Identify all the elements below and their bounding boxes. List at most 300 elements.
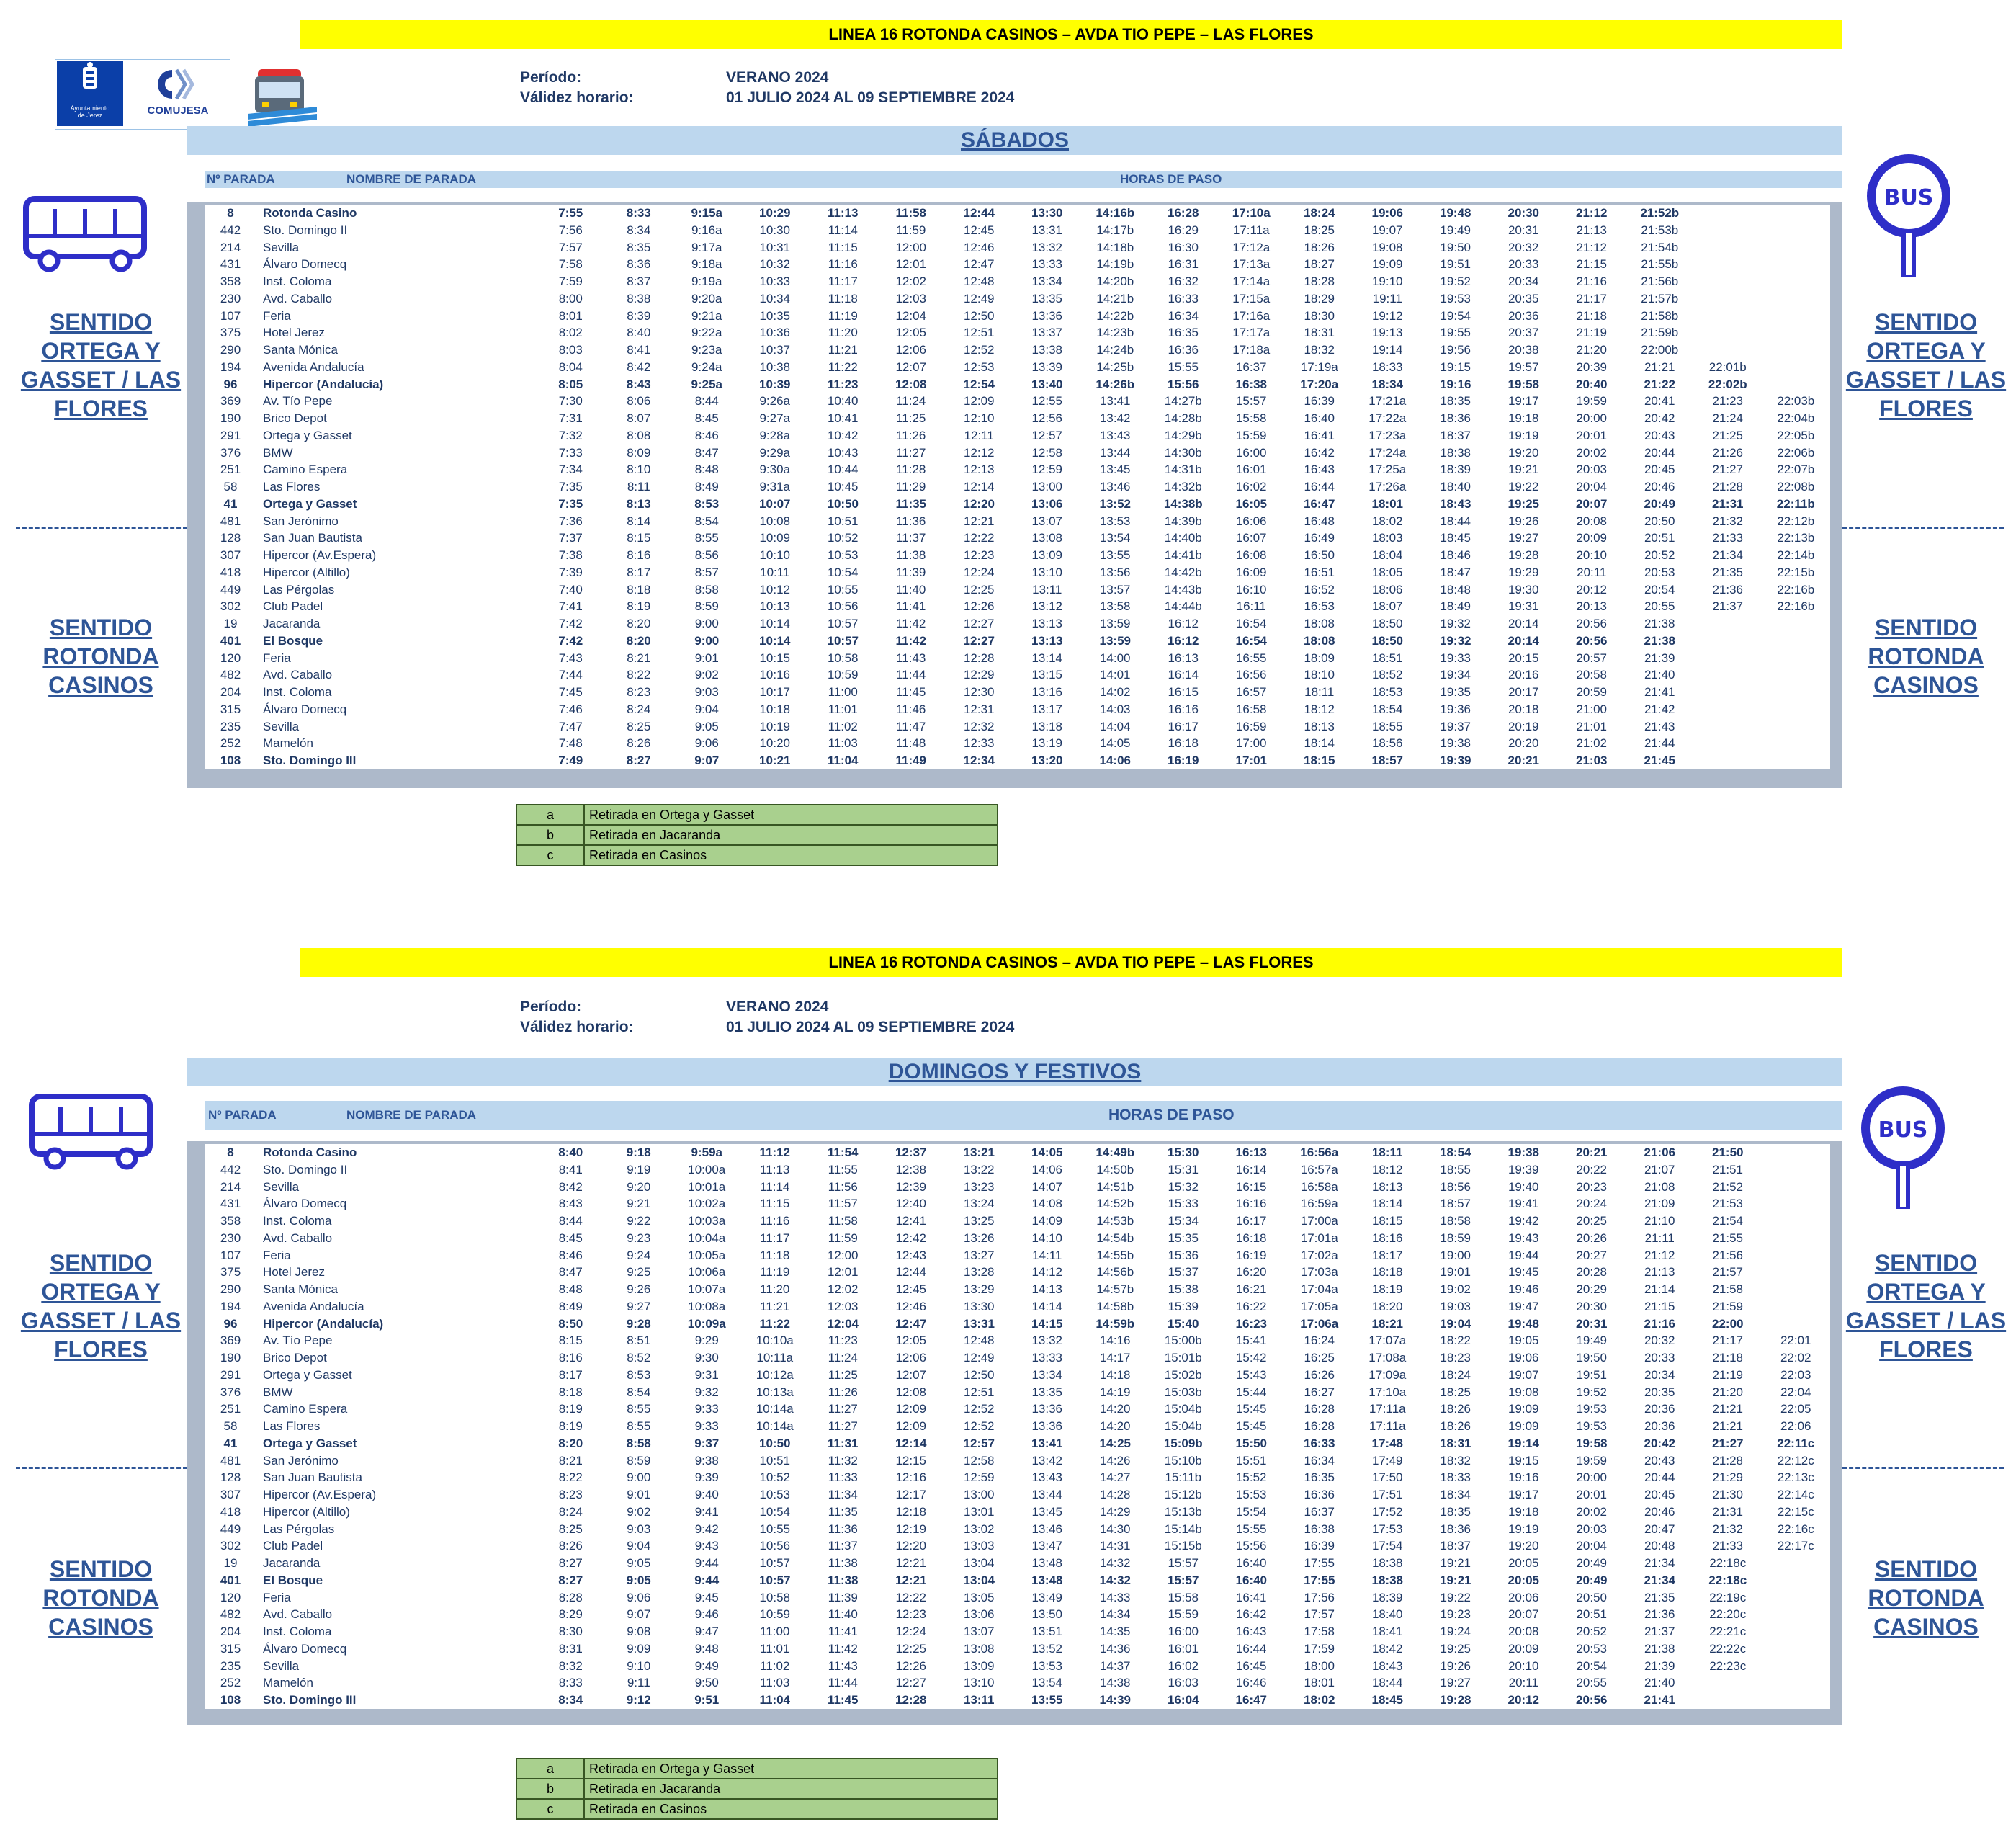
departure-time: 8:26 xyxy=(627,736,651,751)
timetable-row xyxy=(205,1332,1830,1349)
departure-time: 21:23 xyxy=(1712,394,1744,408)
stop-name: San Jerónimo xyxy=(263,514,339,528)
departure-time: 15:39 xyxy=(1168,1299,1199,1313)
legend-key: c xyxy=(516,1799,584,1819)
departure-time: 17:10a xyxy=(1232,206,1271,220)
departure-time: 19:32 xyxy=(1440,633,1471,648)
departure-time: 20:32 xyxy=(1507,240,1539,254)
departure-time: 17:00 xyxy=(1235,736,1267,751)
departure-time: 17:11a xyxy=(1368,1402,1406,1416)
departure-time xyxy=(1694,718,1762,736)
departure-time: 15:36 xyxy=(1168,1248,1199,1262)
departure-time: 16:03 xyxy=(1168,1676,1199,1690)
departure-time: 11:31 xyxy=(827,1436,859,1450)
departure-time: 20:00 xyxy=(1576,1470,1608,1485)
departure-time: 11:29 xyxy=(896,480,926,494)
departure-time: 13:45 xyxy=(1099,463,1131,477)
departure-time: 20:11 xyxy=(1577,565,1607,579)
departure-time: 16:36 xyxy=(1304,1488,1335,1501)
departure-time: 12:07 xyxy=(895,1367,927,1382)
departure-time: 8:17 xyxy=(627,565,651,579)
departure-time: 21:13 xyxy=(1576,223,1608,237)
sentido-line: SENTIDO xyxy=(49,309,153,335)
departure-time: 13:13 xyxy=(1031,617,1063,630)
departure-time: 15:57 xyxy=(1168,1556,1199,1570)
departure-time: 18:38 xyxy=(1371,1556,1403,1570)
departure-time: 14:34 xyxy=(1099,1607,1131,1622)
departure-time: 19:26 xyxy=(1507,514,1539,528)
departure-time: 12:25 xyxy=(895,1641,927,1656)
departure-time: 11:38 xyxy=(896,548,926,562)
departure-time: 13:15 xyxy=(1031,668,1063,682)
departure-time: 13:36 xyxy=(1031,308,1063,323)
departure-time: 18:37 xyxy=(1440,428,1471,442)
departure-time: 14:19 xyxy=(1099,1385,1131,1399)
departure-time: 10:20 xyxy=(759,736,791,751)
departure-time: 13:49 xyxy=(1031,1590,1063,1604)
departure-time: 12:23 xyxy=(963,548,995,562)
departure-time: 9:10 xyxy=(627,1658,651,1673)
departure-time: 10:34 xyxy=(759,291,791,305)
departure-time: 20:45 xyxy=(1644,463,1675,477)
departure-time: 10:35 xyxy=(759,308,791,323)
departure-time: 8:26 xyxy=(558,1539,583,1553)
departure-time: 16:45 xyxy=(1235,1658,1267,1673)
departure-time: 21:16 xyxy=(1576,274,1608,288)
departure-time: 18:01 xyxy=(1304,1676,1335,1690)
departure-time: 7:57 xyxy=(558,240,583,254)
departure-time: 11:12 xyxy=(759,1145,791,1159)
departure-time: 10:58 xyxy=(759,1590,791,1604)
departure-time: 20:13 xyxy=(1576,599,1608,614)
departure-time: 20:07 xyxy=(1507,1607,1539,1622)
departure-time: 8:52 xyxy=(627,1351,651,1365)
departure-time: 8:34 xyxy=(627,223,651,237)
departure-time xyxy=(1762,205,1830,222)
departure-time: 21:21 xyxy=(1712,1419,1744,1433)
departure-time: 19:50 xyxy=(1440,240,1471,254)
departure-time: 16:01 xyxy=(1168,1641,1199,1656)
departure-time: 8:44 xyxy=(694,394,719,408)
departure-time: 13:44 xyxy=(1099,445,1131,460)
departure-time: 13:24 xyxy=(963,1197,995,1211)
departure-time: 16:35 xyxy=(1168,326,1199,340)
departure-time: 20:09 xyxy=(1576,531,1608,545)
departure-time: 21:50 xyxy=(1712,1145,1744,1159)
departure-time: 19:43 xyxy=(1507,1231,1539,1245)
departure-time: 15:32 xyxy=(1168,1179,1199,1194)
stop-name: Brico Depot xyxy=(263,1351,327,1365)
departure-time: 20:14 xyxy=(1507,617,1539,630)
departure-time: 17:55 xyxy=(1304,1573,1335,1587)
departure-time: 19:26 xyxy=(1440,1658,1471,1673)
departure-time: 15:01b xyxy=(1164,1351,1202,1365)
stop-number: 442 xyxy=(220,223,241,237)
departure-time: 13:31 xyxy=(1031,223,1063,237)
departure-time: 20:50 xyxy=(1644,514,1675,528)
departure-time: 7:56 xyxy=(558,223,583,237)
departure-time: 7:46 xyxy=(558,702,583,716)
timetable-row xyxy=(205,393,1830,410)
departure-time: 8:04 xyxy=(558,359,583,374)
departure-time: 16:33 xyxy=(1304,1436,1335,1450)
departure-time: 22:11c xyxy=(1777,1436,1815,1450)
departure-time: 10:54 xyxy=(759,1504,791,1519)
departure-time: 14:05 xyxy=(1099,736,1131,751)
departure-time: 13:43 xyxy=(1099,428,1131,442)
timetable-row xyxy=(205,205,1830,222)
departure-time: 16:40 xyxy=(1304,411,1335,425)
stop-name: Álvaro Domecq xyxy=(263,702,347,716)
comujesa-logo xyxy=(135,64,221,126)
timetable-row xyxy=(205,239,1830,256)
departure-time xyxy=(1762,1316,1830,1333)
stop-number: 214 xyxy=(220,1179,241,1194)
departure-time: 11:00 xyxy=(760,1625,790,1638)
departure-time: 8:19 xyxy=(558,1419,583,1433)
departure-time: 17:17a xyxy=(1232,326,1271,340)
departure-time: 16:19 xyxy=(1235,1248,1267,1262)
departure-time: 15:57 xyxy=(1168,1573,1199,1587)
departure-time xyxy=(1762,359,1830,376)
stop-name: Avenida Andalucía xyxy=(263,359,364,374)
departure-time: 12:38 xyxy=(895,1162,927,1176)
departure-time: 14:18 xyxy=(1099,1367,1131,1382)
legend-text: Retirada en Ortega y Gasset xyxy=(584,805,998,825)
departure-time: 14:41b xyxy=(1164,548,1202,562)
stop-number: 235 xyxy=(220,1658,241,1673)
departure-time: 13:41 xyxy=(1031,1436,1063,1450)
departure-time: 8:16 xyxy=(627,548,651,562)
departure-time: 19:52 xyxy=(1576,1385,1608,1399)
departure-time: 18:33 xyxy=(1371,359,1403,374)
departure-time: 16:46 xyxy=(1235,1676,1267,1690)
departure-time: 11:47 xyxy=(896,719,926,733)
departure-time: 16:29 xyxy=(1168,223,1199,237)
departure-time: 10:43 xyxy=(827,445,859,460)
validity-label: Válidez horario: xyxy=(520,1019,634,1035)
departure-time: 8:40 xyxy=(558,1145,583,1159)
departure-time: 22:00b xyxy=(1641,343,1679,357)
departure-time: 11:55 xyxy=(828,1162,858,1176)
departure-time: 20:53 xyxy=(1644,565,1675,579)
departure-time: 22:17c xyxy=(1777,1539,1814,1553)
departure-time: 18:22 xyxy=(1440,1334,1471,1348)
departure-time: 18:32 xyxy=(1440,1453,1471,1468)
departure-time: 11:37 xyxy=(828,1539,858,1553)
departure-time: 18:31 xyxy=(1440,1436,1471,1450)
sentido-ortega-left xyxy=(14,1249,187,1364)
stop-number: 315 xyxy=(220,1641,241,1656)
departure-time: 8:32 xyxy=(558,1658,583,1673)
departure-time: 8:48 xyxy=(558,1282,583,1296)
departure-time: 16:13 xyxy=(1168,651,1199,665)
departure-time: 8:59 xyxy=(627,1453,651,1468)
stop-number: 449 xyxy=(220,582,241,597)
stop-name: Álvaro Domecq xyxy=(263,1197,347,1211)
departure-time: 10:45 xyxy=(827,480,859,494)
stop-number: 230 xyxy=(220,1231,241,1245)
stop-name: Hotel Jerez xyxy=(263,1265,325,1279)
departure-time: 9:23a xyxy=(691,343,722,357)
departure-time: 9:00 xyxy=(694,633,720,648)
departure-time: 8:53 xyxy=(694,496,720,511)
departure-time: 22:14b xyxy=(1777,548,1815,562)
departure-time: 18:50 xyxy=(1371,633,1403,648)
departure-time: 15:04b xyxy=(1164,1419,1202,1433)
legend-text: Retirada en Jacaranda xyxy=(584,825,998,845)
timetable-row xyxy=(205,1264,1830,1281)
departure-time: 19:25 xyxy=(1507,496,1539,511)
departure-time: 13:29 xyxy=(963,1282,995,1296)
departure-time: 10:39 xyxy=(759,377,791,391)
departure-time: 8:35 xyxy=(627,240,651,254)
departure-time: 22:20c xyxy=(1709,1607,1747,1622)
departure-time: 13:11 xyxy=(1032,582,1062,597)
departure-time: 21:44 xyxy=(1644,736,1675,751)
departure-time: 14:00 xyxy=(1099,651,1131,665)
departure-time xyxy=(1762,1161,1830,1179)
departure-time: 14:55b xyxy=(1096,1248,1134,1262)
bus-icon-left xyxy=(27,1092,154,1171)
stop-name: Ortega y Gasset xyxy=(263,428,352,442)
departure-time: 11:16 xyxy=(760,1214,790,1228)
departure-time: 13:48 xyxy=(1031,1556,1063,1570)
stop-name: Sevilla xyxy=(263,1658,300,1673)
departure-time: 16:54 xyxy=(1235,633,1267,648)
stop-number: 235 xyxy=(220,719,241,733)
departure-time: 13:54 xyxy=(1031,1676,1063,1690)
stop-number: 291 xyxy=(220,1367,241,1382)
departure-time: 7:43 xyxy=(558,651,583,665)
departure-time xyxy=(1694,222,1762,239)
departure-time: 11:23 xyxy=(828,1334,858,1348)
departure-time: 8:33 xyxy=(558,1676,583,1690)
departure-time: 9:02 xyxy=(694,668,719,682)
departure-time: 11:57 xyxy=(828,1197,858,1211)
departure-time: 11:28 xyxy=(896,463,926,477)
departure-time: 12:49 xyxy=(963,1351,995,1365)
departure-time xyxy=(1694,684,1762,701)
departure-time xyxy=(1762,666,1830,684)
departure-time: 17:58 xyxy=(1304,1625,1335,1638)
timetable-row xyxy=(205,1144,1830,1161)
departure-time: 17:59 xyxy=(1304,1641,1335,1656)
departure-time: 13:32 xyxy=(1031,240,1063,254)
departure-time: 14:38 xyxy=(1099,1676,1131,1690)
departure-time: 15:34 xyxy=(1168,1214,1199,1228)
departure-time: 19:20 xyxy=(1507,445,1539,460)
departure-time: 10:42 xyxy=(827,428,859,442)
departure-time: 12:50 xyxy=(963,308,995,323)
departure-time: 10:12 xyxy=(759,582,791,597)
departure-time: 12:21 xyxy=(895,1556,927,1570)
timetable-row xyxy=(205,1623,1830,1640)
timetable-row xyxy=(205,1674,1830,1692)
departure-time: 16:24 xyxy=(1304,1334,1335,1348)
departure-time: 14:26b xyxy=(1096,377,1135,391)
departure-time: 7:59 xyxy=(558,274,583,288)
timetable-row xyxy=(205,341,1830,359)
departure-time: 21:16 xyxy=(1644,1316,1675,1331)
departure-time: 16:00 xyxy=(1235,445,1267,460)
departure-time: 12:55 xyxy=(1031,394,1063,408)
departure-time: 9:05 xyxy=(627,1556,651,1570)
departure-time: 17:21a xyxy=(1368,394,1407,408)
departure-time: 22:04 xyxy=(1780,1385,1811,1399)
departure-time: 16:02 xyxy=(1168,1658,1199,1673)
departure-time: 16:05 xyxy=(1235,496,1267,511)
sentido-line: SENTIDO xyxy=(49,1250,153,1276)
departure-time: 8:45 xyxy=(558,1231,583,1245)
timetable-row xyxy=(205,1247,1830,1264)
departure-time: 8:47 xyxy=(694,445,719,460)
departure-time: 16:31 xyxy=(1168,257,1199,272)
timetable-row xyxy=(205,615,1830,633)
departure-time: 11:27 xyxy=(896,445,926,460)
departure-time: 11:48 xyxy=(896,736,926,751)
stop-name: San Juan Bautista xyxy=(263,1470,362,1485)
departure-time: 19:04 xyxy=(1440,1316,1471,1331)
departure-time: 18:03 xyxy=(1371,531,1403,545)
departure-time: 7:44 xyxy=(558,668,583,682)
sentido-line: GASSET / LAS xyxy=(20,367,182,393)
departure-time: 18:21 xyxy=(1371,1316,1403,1331)
departure-time: 15:31 xyxy=(1168,1162,1199,1176)
departure-time: 12:13 xyxy=(963,463,995,477)
departure-time: 13:09 xyxy=(963,1658,995,1673)
departure-time: 9:19a xyxy=(691,274,722,288)
timetable-row xyxy=(205,1589,1830,1607)
departure-time: 12:05 xyxy=(895,1334,927,1348)
departure-time: 7:47 xyxy=(558,719,583,733)
stop-name: Sto. Domingo III xyxy=(263,1693,357,1707)
departure-time: 9:05 xyxy=(694,719,719,733)
departure-time: 18:36 xyxy=(1440,411,1471,425)
departure-time: 10:50 xyxy=(759,1436,791,1450)
bus-sign-text: BUS xyxy=(1878,1117,1928,1143)
departure-time: 9:17a xyxy=(691,240,722,254)
departure-time: 12:33 xyxy=(963,736,995,751)
departure-time: 13:09 xyxy=(1031,548,1063,562)
departure-time: 22:01 xyxy=(1780,1334,1811,1348)
departure-time: 15:33 xyxy=(1168,1197,1199,1211)
direction-divider-right xyxy=(1842,527,2004,529)
departure-time: 20:16 xyxy=(1507,668,1539,682)
departure-time: 9:20 xyxy=(627,1179,651,1194)
departure-time: 21:51 xyxy=(1712,1162,1744,1176)
departure-time: 19:49 xyxy=(1576,1334,1608,1348)
departure-time: 8:58 xyxy=(694,582,719,597)
stop-name: Avd. Caballo xyxy=(263,1607,333,1622)
departure-time: 20:12 xyxy=(1507,1693,1539,1707)
departure-time xyxy=(1694,239,1762,256)
departure-time: 20:18 xyxy=(1507,702,1539,716)
departure-time: 20:27 xyxy=(1576,1248,1608,1262)
departure-time: 11:26 xyxy=(896,428,926,442)
departure-time: 13:48 xyxy=(1031,1573,1063,1587)
sentido-rotonda-right xyxy=(1840,613,2012,700)
departure-time: 20:21 xyxy=(1576,1145,1608,1159)
departure-time: 9:39 xyxy=(694,1470,719,1485)
departure-time: 8:44 xyxy=(558,1214,583,1228)
departure-time: 22:23c xyxy=(1709,1658,1747,1673)
stop-number: 190 xyxy=(220,411,241,425)
departure-time: 14:57b xyxy=(1096,1282,1134,1296)
departure-time: 18:53 xyxy=(1371,685,1403,699)
departure-time: 20:48 xyxy=(1644,1539,1675,1553)
departure-time: 19:15 xyxy=(1507,1453,1539,1468)
departure-time: 8:40 xyxy=(627,326,651,340)
departure-time: 8:45 xyxy=(694,411,719,425)
departure-time: 8:46 xyxy=(558,1248,583,1262)
departure-time: 21:26 xyxy=(1712,445,1744,460)
departure-time: 8:18 xyxy=(627,582,651,597)
departure-time: 18:58 xyxy=(1440,1214,1471,1228)
departure-time: 21:36 xyxy=(1712,582,1744,597)
departure-time: 8:11 xyxy=(627,480,650,494)
departure-time: 18:54 xyxy=(1371,702,1403,716)
stop-name: Avd. Caballo xyxy=(263,668,333,682)
departure-time: 21:52b xyxy=(1640,206,1680,220)
departure-time: 10:09a xyxy=(687,1316,726,1331)
departure-time: 10:36 xyxy=(759,326,791,340)
departure-time: 21:57 xyxy=(1712,1265,1744,1279)
departure-time: 12:16 xyxy=(895,1470,927,1485)
departure-time: 18:31 xyxy=(1304,326,1335,340)
departure-time: 12:46 xyxy=(963,240,995,254)
departure-time: 18:57 xyxy=(1440,1197,1471,1211)
departure-time: 14:42b xyxy=(1164,565,1202,579)
departure-time: 21:37 xyxy=(1644,1625,1675,1638)
departure-time: 20:49 xyxy=(1576,1556,1608,1570)
timetable-row xyxy=(205,547,1830,564)
departure-time: 21:11 xyxy=(1644,1231,1675,1245)
legend-key: b xyxy=(516,1779,584,1799)
stop-name-header: NOMBRE DE PARADA xyxy=(346,172,477,186)
departure-time: 17:52 xyxy=(1371,1504,1403,1519)
departure-time: 14:50b xyxy=(1096,1162,1134,1176)
departure-time: 15:59 xyxy=(1235,428,1267,442)
departure-time: 13:04 xyxy=(963,1556,995,1570)
stop-number: 251 xyxy=(220,463,241,477)
departure-time: 19:21 xyxy=(1440,1556,1471,1570)
departure-time: 17:19a xyxy=(1300,359,1338,374)
departure-time: 16:47 xyxy=(1304,496,1335,511)
sentido-rotonda-left xyxy=(14,1555,187,1641)
departure-time: 16:40 xyxy=(1235,1556,1267,1570)
departure-time: 13:55 xyxy=(1031,1693,1063,1707)
departure-time: 22:03 xyxy=(1780,1367,1811,1382)
departure-time: 12:59 xyxy=(1031,463,1063,477)
departure-time: 14:49b xyxy=(1096,1145,1135,1159)
stop-name: Las Pérgolas xyxy=(263,1522,335,1536)
departure-time: 14:02 xyxy=(1099,685,1131,699)
departure-time: 22:18c xyxy=(1708,1573,1747,1587)
departure-time: 17:26a xyxy=(1368,480,1407,494)
departure-time: 19:10 xyxy=(1371,274,1403,288)
departure-time: 9:25 xyxy=(627,1265,651,1279)
departure-time: 21:19 xyxy=(1576,326,1608,340)
departure-time: 12:52 xyxy=(963,1402,995,1416)
stop-number: 19 xyxy=(223,617,238,630)
timetable-row xyxy=(205,581,1830,599)
departure-time: 18:37 xyxy=(1440,1539,1471,1553)
legend-key: a xyxy=(516,1759,584,1779)
departure-time xyxy=(1694,341,1762,359)
departure-time: 11:45 xyxy=(827,1693,859,1707)
stop-name: Sevilla xyxy=(263,1179,300,1194)
